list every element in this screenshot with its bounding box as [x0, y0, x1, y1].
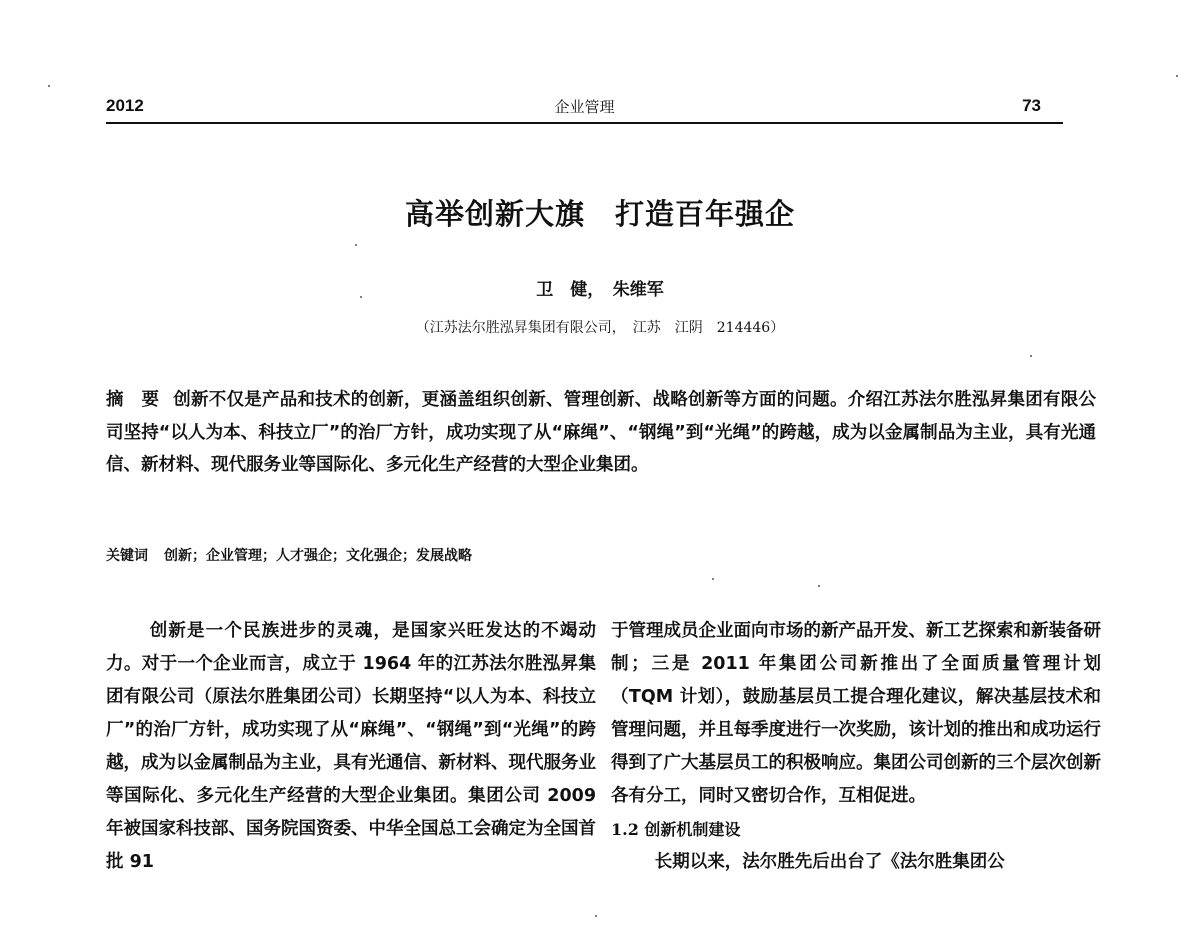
scan-speck: [595, 915, 597, 917]
abstract-text: 创新不仅是产品和技术的创新，更涵盖组织创新、管理创新、战略创新等方面的问题。介绍江苏法尔胜泓昇集团有限公司坚持“以人为本、科技立厂”的治厂方针，成功实现了从“麻绳”、“钢绳”到“光绳”的跨越，成为以金属制品为主业，具有光通信、新材料、现代服务业等国际化、多元化生产经营的大型企业集团。: [106, 390, 1096, 475]
scan-speck: [712, 578, 714, 580]
body-column-left: [106, 615, 596, 879]
body-paragraph: 创新是一个民族进步的灵魂，是国家兴旺发达的不竭动力。对于一个企业而言，成立于 1964 年的江苏法尔胜泓昇集团有限公司（原法尔胜集团公司）长期坚持“以人为本、科技立厂”的治厂方针，成功实现了从“麻绳”、“钢绳”到“光绳”的跨越，成为以金属制品为主业，具有光通信、新材料、现代服务业等国际化、多元化生产经营的大型企业集团。集团公司 2009 年被国家科技部、国务院国资委、中华全国总工会确定为全国首批 91: [106, 621, 596, 872]
scan-speck: [360, 296, 362, 298]
keywords-text: 创新；企业管理；人才强企；文化强企；发展战略: [164, 548, 472, 564]
running-header: [106, 96, 1063, 124]
body-paragraph: 长期以来，法尔胜先后出台了《法尔胜集团公: [654, 852, 1005, 872]
scan-speck: [355, 244, 357, 246]
header-year: 2012: [106, 96, 144, 115]
section-subheading: 1.2 创新机制建设: [611, 820, 741, 839]
scan-speck: [48, 85, 50, 87]
article-title: 高举创新大旗 打造百年强企: [404, 197, 795, 231]
author-affiliation: （江苏法尔胜泓昇集团有限公司， 江苏 江阴 214446）: [415, 320, 785, 336]
abstract: [106, 384, 1096, 482]
abstract-label: 摘 要: [106, 390, 160, 410]
article-authors: 卫 健， 朱维军: [536, 280, 664, 300]
header-page-number: 73: [1022, 96, 1041, 115]
scan-speck: [1030, 355, 1032, 357]
keywords: [106, 545, 1096, 565]
header-journal-name: 企业管理: [554, 98, 615, 116]
keywords-label: 关键词: [106, 548, 148, 564]
scan-speck: [1176, 75, 1178, 77]
scan-speck: [818, 585, 820, 587]
body-column-right: [611, 615, 1101, 879]
body-paragraph: 于管理成员企业面向市场的新产品开发、新工艺探索和新装备研制；三是 2011 年集团公司新推出了全面质量管理计划（TQM 计划），鼓励基层员工提合理化建议，解决基层技术和管理问题，并且每季度进行一次奖励，该计划的推出和成功运行得到了广大基层员工的积极响应。集团公司创新的三个层次创新各有分工，同时又密切合作，互相促进。: [611, 621, 1101, 806]
